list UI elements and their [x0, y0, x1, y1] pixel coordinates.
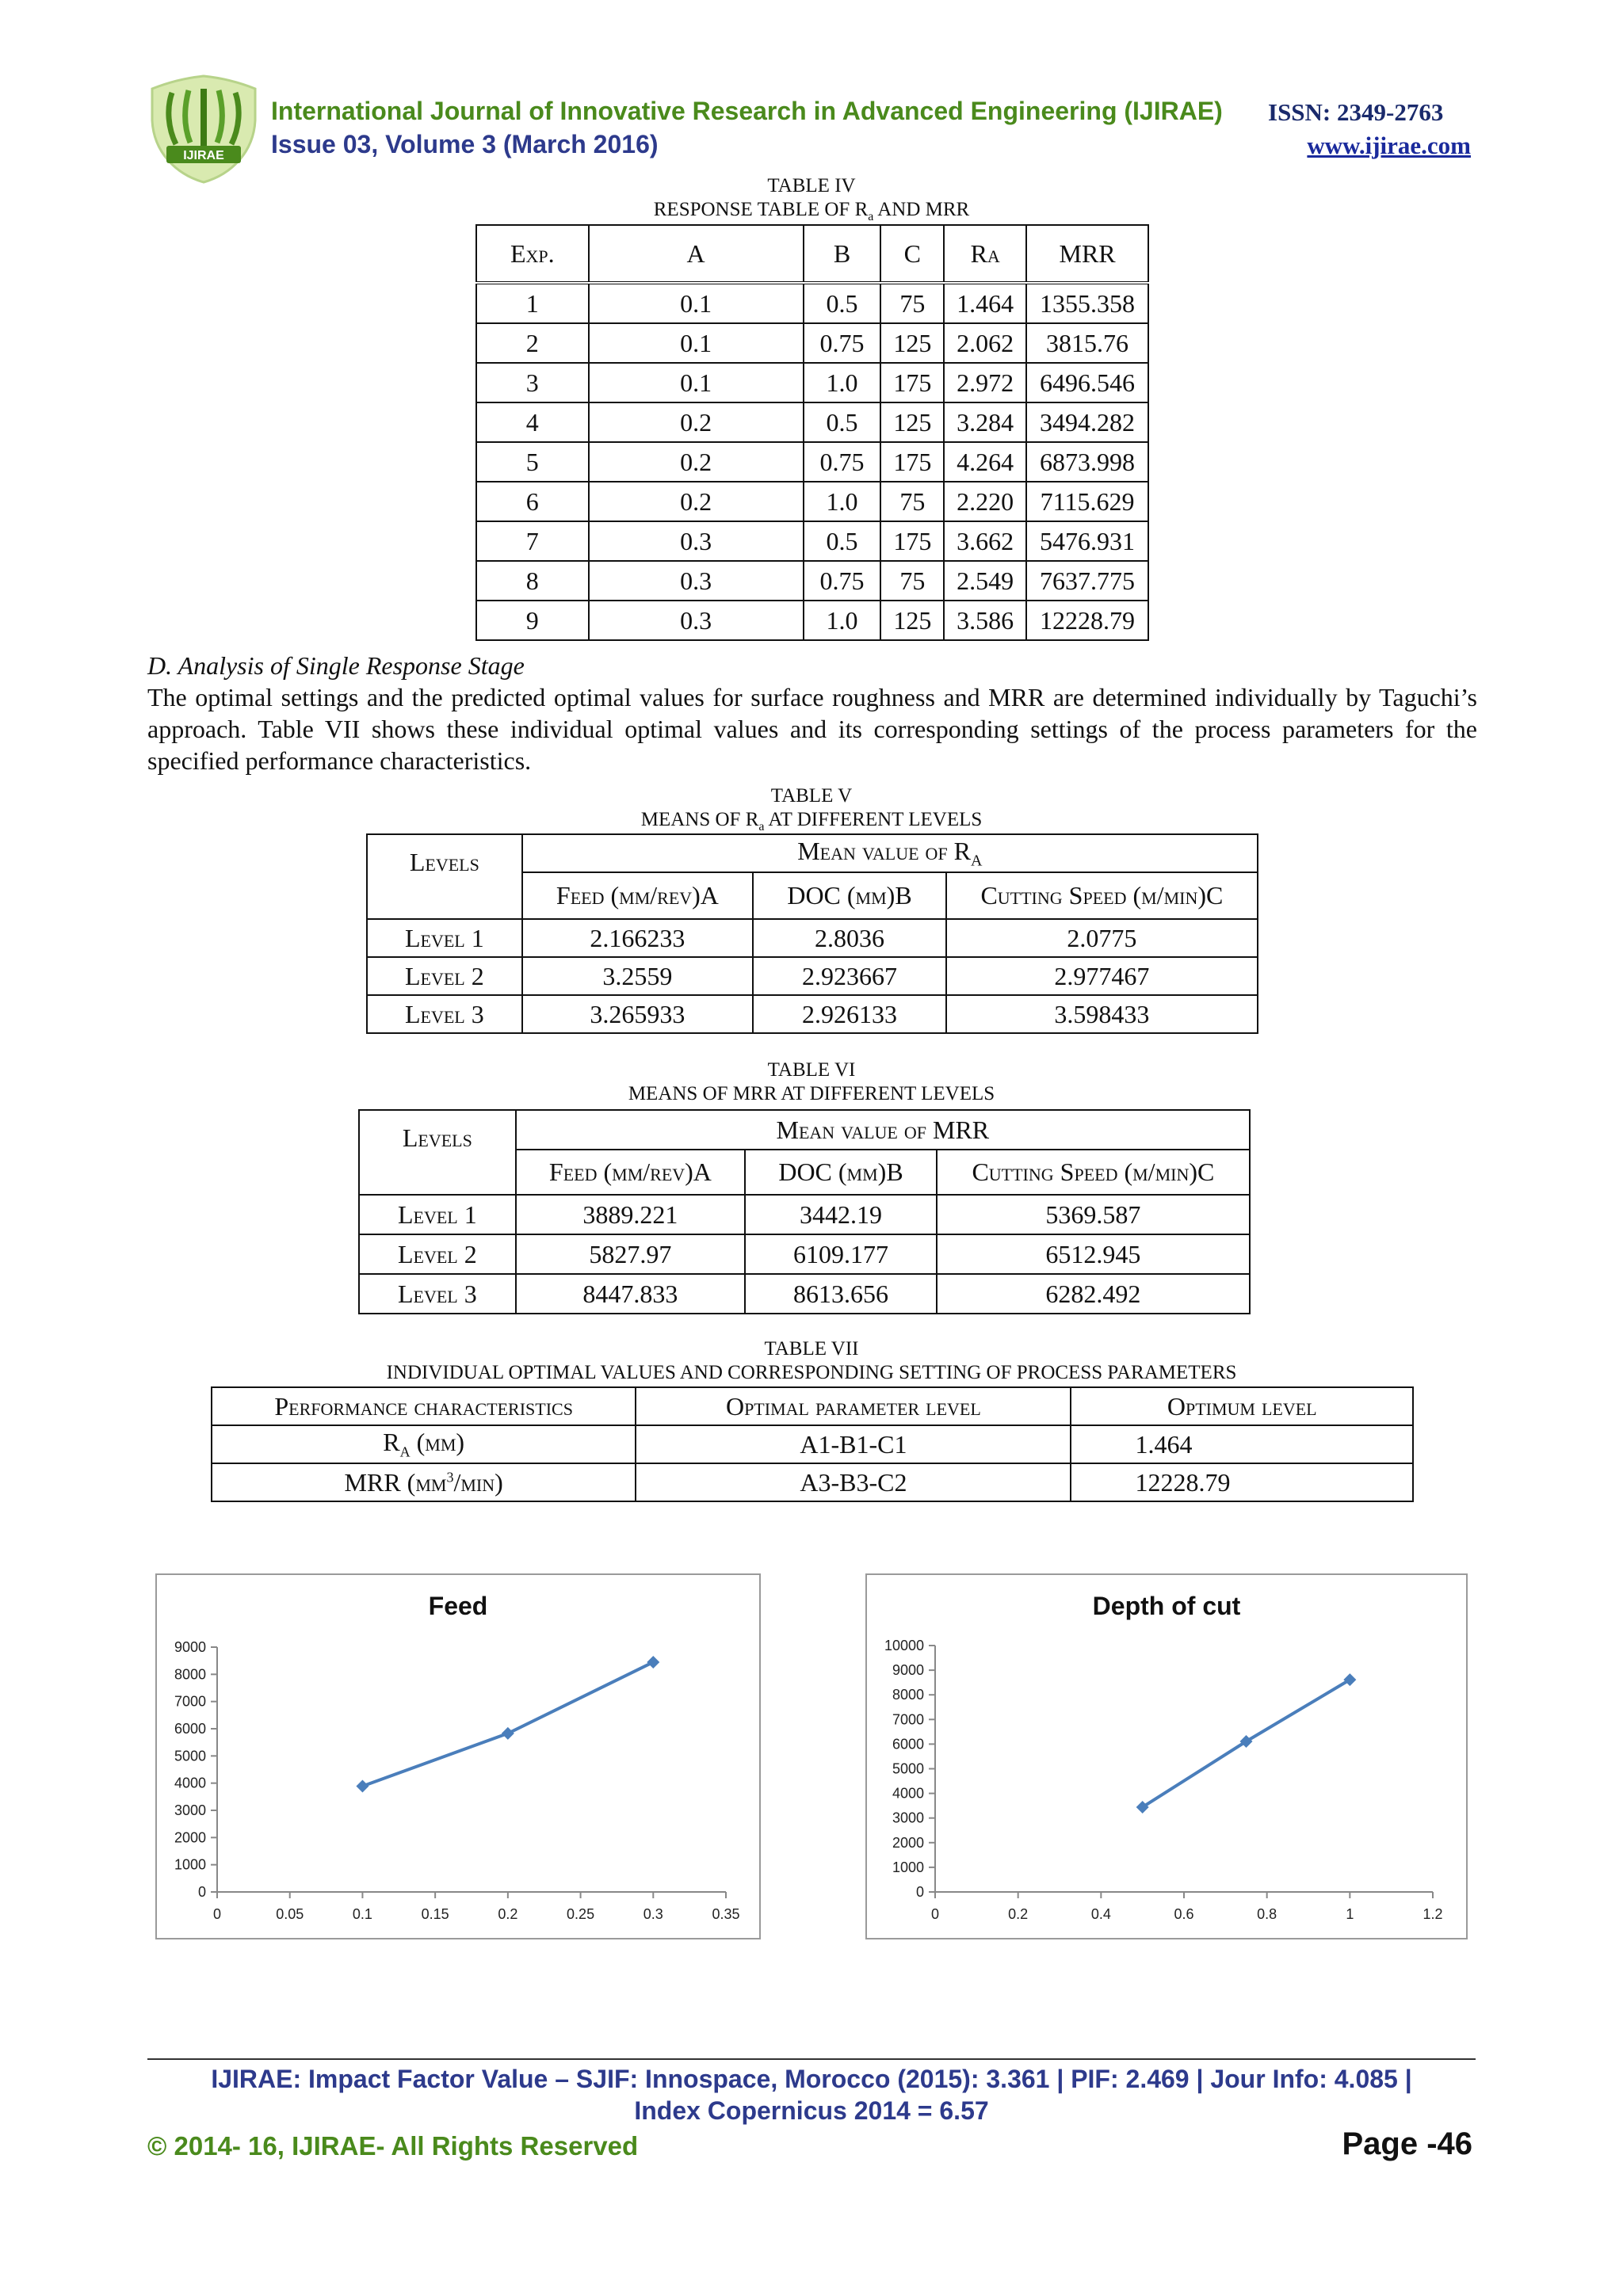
table5-mean-header: Mean value of $R_A$: [522, 834, 1258, 872]
table-cell: $R_A$ (μm): [212, 1425, 636, 1463]
table-cell: 1: [476, 283, 589, 323]
table-row: [359, 1195, 1250, 1234]
table-cell: 0.1: [589, 283, 804, 323]
x-tick-label: 1.2: [1423, 1906, 1443, 1922]
x-tick-label: 0.15: [421, 1906, 449, 1922]
table-cell: 1.464: [1071, 1425, 1413, 1463]
table-cell: 2.972: [944, 363, 1026, 402]
table-cell: 9: [476, 601, 589, 640]
table-cell: 3889.221: [516, 1195, 746, 1234]
y-tick-label: 10000: [884, 1638, 924, 1653]
table-cell: MRR $(mm^3/\min)$: [212, 1463, 636, 1501]
table-cell: 175: [880, 442, 944, 482]
y-tick-label: 1000: [174, 1856, 206, 1873]
table-cell: 6282.492: [937, 1274, 1250, 1314]
x-tick-label: 0.1: [352, 1906, 372, 1922]
svg-text:IJIRAE: IJIRAE: [183, 149, 224, 162]
table-row: [476, 402, 1148, 442]
table-cell: 3.2559: [522, 957, 754, 995]
table-cell: 2.220: [944, 482, 1026, 521]
table-cell: 2.977467: [946, 957, 1258, 995]
table-cell: 8: [476, 561, 589, 601]
table-cell: 0.2: [589, 442, 804, 482]
table-cell: 2.0775: [946, 919, 1258, 957]
table4-header-cell: Exp.: [476, 225, 589, 283]
table-cell: Level 1: [367, 919, 522, 957]
table4-header-cell: B: [804, 225, 881, 283]
table-cell: Level 3: [359, 1274, 516, 1314]
table6-mean-header: Mean value of MRR: [516, 1110, 1250, 1150]
table6-caption-title: MEANS OF MRR AT DIFFERENT LEVELS: [628, 1083, 995, 1104]
table-row: [367, 995, 1258, 1033]
table-cell: 3442.19: [745, 1195, 937, 1234]
section-paragraph: The optimal settings and the predicted optimal values for surface roughness and MRR are determined individually by Taguchi’s approach. Table VII shows these individual optimal values and its corresponding settings of the process parameters for the specified performance characteristics.: [147, 683, 1477, 775]
table4-header-row: [476, 225, 1148, 283]
chart-title: Feed: [428, 1592, 488, 1620]
table-row: [212, 1425, 1413, 1463]
table7-header-cell: Performance characteristics: [212, 1387, 636, 1425]
table-cell: 1.0: [804, 482, 881, 521]
table4-header-cell: A: [589, 225, 804, 283]
table6-subheader: DOC (mm)B: [745, 1150, 937, 1195]
table-cell: 3.265933: [522, 995, 754, 1033]
table-cell: 6512.945: [937, 1234, 1250, 1274]
y-tick-label: 9000: [892, 1662, 924, 1679]
y-tick-label: 6000: [892, 1736, 924, 1753]
table-cell: 3815.76: [1026, 323, 1148, 363]
table-row: [367, 919, 1258, 957]
table-cell: 0.1: [589, 323, 804, 363]
x-tick-label: 0.2: [498, 1906, 518, 1922]
table-row: [476, 561, 1148, 601]
table-row: [476, 482, 1148, 521]
table-cell: 0.5: [804, 402, 881, 442]
table4-caption-title: RESPONSE TABLE OF $R_a$ AND MRR: [653, 199, 970, 223]
table-cell: 2.923667: [753, 957, 946, 995]
table-cell: 7115.629: [1026, 482, 1148, 521]
table-cell: 1355.358: [1026, 283, 1148, 323]
table7-header-row: [212, 1387, 1413, 1425]
table-row: [212, 1463, 1413, 1501]
y-tick-label: 8000: [174, 1666, 206, 1683]
data-point-marker: [502, 1727, 514, 1740]
y-tick-label: 7000: [174, 1693, 206, 1710]
table-cell: 0.2: [589, 402, 804, 442]
table-cell: 7637.775: [1026, 561, 1148, 601]
depth-of-cut-chart: [865, 1573, 1468, 1939]
table-cell: 12228.79: [1071, 1463, 1413, 1501]
table-cell: A1-B1-C1: [636, 1425, 1071, 1463]
section-heading: D. Analysis of Single Response Stage: [147, 651, 525, 680]
table4-header-cell: Ra: [944, 225, 1026, 283]
x-tick-label: 0.35: [712, 1906, 740, 1922]
table-cell: 0.5: [804, 521, 881, 561]
table-cell: 75: [880, 482, 944, 521]
table-cell: Level 3: [367, 995, 522, 1033]
data-point-marker: [356, 1779, 369, 1792]
table4-caption-number: TABLE IV: [767, 175, 856, 196]
table-cell: 75: [880, 283, 944, 323]
journal-issue: Issue 03, Volume 3 (March 2016): [271, 130, 659, 158]
table-cell: 7: [476, 521, 589, 561]
table-cell: 0.2: [589, 482, 804, 521]
table-cell: 6496.546: [1026, 363, 1148, 402]
table5-means-ra: [366, 833, 1258, 1034]
journal-website-link[interactable]: www.ijirae.com: [1307, 132, 1471, 159]
table5-levels-header: Levels: [367, 834, 522, 919]
x-tick-label: 0.6: [1174, 1906, 1194, 1922]
table-cell: 125: [880, 323, 944, 363]
table-row: [367, 957, 1258, 995]
table-cell: 5: [476, 442, 589, 482]
table-row: [359, 1234, 1250, 1274]
table7-caption-title: INDIVIDUAL OPTIMAL VALUES AND CORRESPONDING SETTING OF PROCESS PARAMETERS: [386, 1362, 1237, 1383]
table-cell: 175: [880, 521, 944, 561]
table-row: [476, 442, 1148, 482]
table-cell: 2: [476, 323, 589, 363]
table-cell: 2.8036: [753, 919, 946, 957]
y-tick-label: 0: [197, 1884, 206, 1900]
table-cell: Level 1: [359, 1195, 516, 1234]
table4-header-cell: MRR: [1026, 225, 1148, 283]
table-cell: 8613.656: [745, 1274, 937, 1314]
table-cell: Level 2: [367, 957, 522, 995]
table-cell: 0.75: [804, 323, 881, 363]
table-cell: 5827.97: [516, 1234, 746, 1274]
series-line: [362, 1662, 653, 1787]
x-tick-label: 0: [212, 1906, 222, 1922]
table-cell: 2.062: [944, 323, 1026, 363]
table-cell: 125: [880, 402, 944, 442]
y-tick-label: 6000: [174, 1721, 206, 1737]
table-cell: 3.662: [944, 521, 1026, 561]
footer-rule: [147, 2058, 1476, 2060]
table-cell: 5476.931: [1026, 521, 1148, 561]
y-tick-label: 4000: [892, 1785, 924, 1802]
table-cell: 12228.79: [1026, 601, 1148, 640]
table-cell: A3-B3-C2: [636, 1463, 1071, 1501]
feed-chart: [155, 1573, 761, 1939]
y-tick-label: 7000: [892, 1711, 924, 1728]
table5-subheader: Feed (mm/rev)A: [522, 872, 754, 919]
table-row: [476, 323, 1148, 363]
y-tick-label: 3000: [892, 1810, 924, 1826]
table5-caption-number: TABLE V: [770, 785, 853, 807]
chart-title: Depth of cut: [1092, 1592, 1241, 1620]
y-tick-label: 5000: [892, 1760, 924, 1777]
journal-issn: ISSN: 2349-2763: [1268, 98, 1444, 126]
table-cell: 1.464: [944, 283, 1026, 323]
journal-logo: [144, 73, 263, 184]
table7-header-cell: Optimum level: [1071, 1387, 1413, 1425]
table-row: [359, 1274, 1250, 1314]
y-tick-label: 3000: [174, 1802, 206, 1818]
journal-title: International Journal of Innovative Research in Advanced Engineering (IJIRAE): [271, 97, 1223, 125]
x-tick-label: 0.05: [276, 1906, 304, 1922]
table-row: [476, 521, 1148, 561]
table-cell: 3.586: [944, 601, 1026, 640]
table6-levels-header: Levels: [359, 1110, 516, 1195]
x-tick-label: 0.4: [1090, 1906, 1111, 1922]
table-cell: 0.3: [589, 521, 804, 561]
table6-subheader: Cutting Speed (m/min)C: [937, 1150, 1250, 1195]
table-cell: 6: [476, 482, 589, 521]
table-cell: Level 2: [359, 1234, 516, 1274]
table-row: [476, 601, 1148, 640]
footer-index-line: Index Copernicus 2014 = 6.57: [634, 2096, 989, 2125]
page-number: Page -46: [1342, 2126, 1472, 2161]
table7-caption-number: TABLE VII: [764, 1338, 859, 1360]
table-cell: 75: [880, 561, 944, 601]
table-cell: 4: [476, 402, 589, 442]
table7-header-cell: Optimal parameter level: [636, 1387, 1071, 1425]
x-tick-label: 0.3: [643, 1906, 663, 1922]
x-tick-label: 1: [1346, 1906, 1354, 1922]
table-cell: 0.75: [804, 561, 881, 601]
table-cell: 4.264: [944, 442, 1026, 482]
x-tick-label: 0.25: [567, 1906, 595, 1922]
table-row: [476, 283, 1148, 323]
footer-copyright: © 2014- 16, IJIRAE- All Rights Reserved: [147, 2131, 639, 2161]
table-cell: 3.284: [944, 402, 1026, 442]
table4-response: [475, 224, 1149, 641]
y-tick-label: 5000: [174, 1748, 206, 1764]
y-tick-label: 8000: [892, 1687, 924, 1703]
y-tick-label: 4000: [174, 1775, 206, 1791]
x-tick-label: 0: [930, 1906, 940, 1922]
data-point-marker: [647, 1656, 659, 1669]
table-cell: 125: [880, 601, 944, 640]
x-tick-label: 0.8: [1257, 1906, 1277, 1922]
table-cell: 3494.282: [1026, 402, 1148, 442]
table-cell: 5369.587: [937, 1195, 1250, 1234]
table6-caption-number: TABLE VI: [767, 1059, 856, 1081]
footer-impact-line: IJIRAE: Impact Factor Value – SJIF: Innospace, Morocco (2015): 3.361 | PIF: 2.469 | Jour Info: 4.085 |: [211, 2065, 1412, 2093]
table-cell: 6873.998: [1026, 442, 1148, 482]
table-cell: 2.926133: [753, 995, 946, 1033]
x-tick-label: 0.2: [1008, 1906, 1029, 1922]
y-tick-label: 1000: [892, 1859, 924, 1875]
table5-caption-title: MEANS OF $R_a$ AT DIFFERENT LEVELS: [640, 809, 983, 833]
y-tick-label: 2000: [174, 1829, 206, 1846]
table5-subheader: DOC (mm)B: [753, 872, 946, 919]
table-cell: 0.1: [589, 363, 804, 402]
table6-means-mrr: [358, 1109, 1251, 1314]
table4-header-cell: C: [880, 225, 944, 283]
table-cell: 6109.177: [745, 1234, 937, 1274]
table-cell: 8447.833: [516, 1274, 746, 1314]
y-tick-label: 2000: [892, 1834, 924, 1851]
y-tick-label: 9000: [174, 1639, 206, 1655]
table7-optimal-values: [211, 1386, 1414, 1502]
table-row: [476, 363, 1148, 402]
table-cell: 0.75: [804, 442, 881, 482]
table6-subheader: Feed (mm/rev)A: [516, 1150, 746, 1195]
table-cell: 1.0: [804, 363, 881, 402]
table-cell: 0.3: [589, 561, 804, 601]
table-cell: 1.0: [804, 601, 881, 640]
table5-subheader: Cutting Speed (m/min)C: [946, 872, 1258, 919]
y-tick-label: 0: [915, 1884, 924, 1900]
table-cell: 0.5: [804, 283, 881, 323]
table-cell: 3.598433: [946, 995, 1258, 1033]
table-cell: 175: [880, 363, 944, 402]
table-cell: 3: [476, 363, 589, 402]
table-cell: 2.166233: [522, 919, 754, 957]
table-cell: 2.549: [944, 561, 1026, 601]
table-cell: 0.3: [589, 601, 804, 640]
